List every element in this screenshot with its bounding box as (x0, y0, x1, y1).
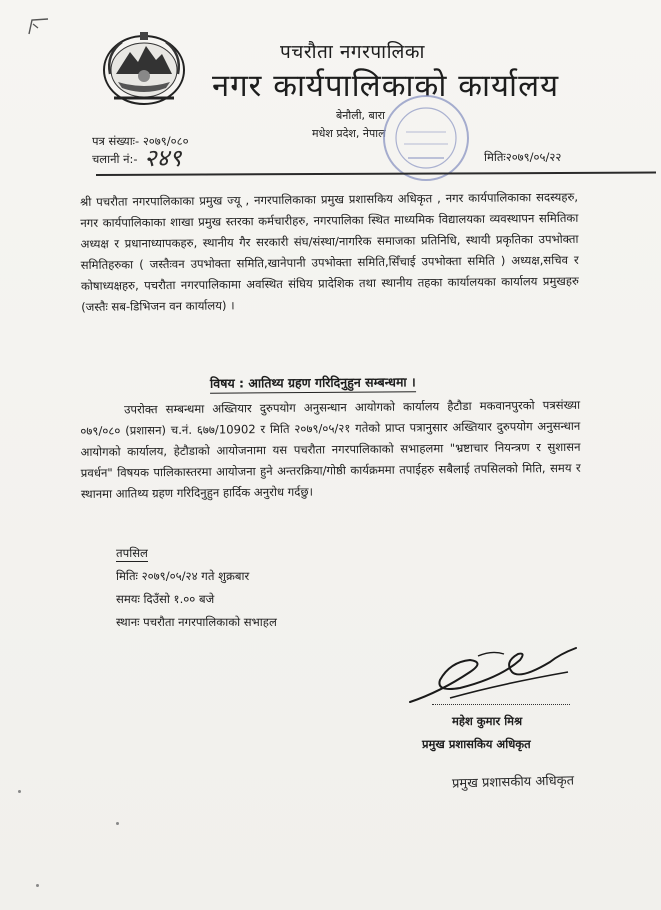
signatory-title: प्रमुख प्रशासकिय अधिकृत (422, 737, 531, 751)
signatory-name: महेश कुमार मिश्र (452, 714, 523, 728)
handwritten-signature-icon (400, 632, 590, 712)
reference-number: पत्र संख्याः- २०७९/०८० (92, 134, 189, 148)
dispatch-label: चलानी नं:- (92, 152, 138, 166)
designation-stamp: प्रमुख प्रशासकीय अधिकृत (451, 773, 575, 792)
address-line-2: मधेश प्रदेश, नेपाल (312, 127, 386, 140)
paper-speck (116, 822, 119, 825)
recipients-paragraph: श्री पचरौता नगरपालिकाका प्रमुख ज्यू , नगरपालिकाका प्रमुख प्रशासकिय अधिकृत , नगर कार्यपालिकाका सदस्यहरु, नगर कार्यपालिकाका शाखा प्रमुख स्तरका कर्मचारीहरु, नगरपालिका स्थित माध्यमिक विद्यालयका व्यवस्थापन समितिका अध्यक्ष र प्रधानाध्यापकहरु, स्थानीय गैर सरकारी संघ/संस्था/नागरिक समाजका प्रतिनिधि, स्थायी प्रकृतिका उपभोक्ता समितिहरुका ( जस्तैःवन उपभोक्ता समिति,खानेपानी उपभोक्ता समिति,सिँचाई उपभोक्ता समिति ) अध्यक्ष,सचिव र कोषाध्यक्षहरु, पचरौता नगरपालिकामा अवस्थित संघिय प्रादेशिक तथा स्थानीय तहका कार्यालयका कार्यालय प्रमुखहरु (जस्तैः सब-डिभिजन वन कार्यालय) । (80, 189, 580, 314)
dispatch-number: २४९ (144, 144, 182, 172)
paper-speck (36, 884, 39, 887)
body-paragraph: उपरोक्त सम्बन्धमा अख्तियार दुरुपयोग अनुसन्धान आयोगको कार्यालय हैटौडा मकवानपुरको पत्रसंख्या ०७९/०८० (प्रशासन) च.नं. ६७७/10902 र मिति २०७९/०५/२१ गतेको प्राप्त पत्रानुसार अख्तियार दुरुपयोग अनुसन्धान आयोगको कार्यालय, हेटौडाको आयोजनामा यस पचरौता नगरपालिकाको सभाहलमा "भ्रष्टाचार नियन्त्रण र सुशासन प्रवर्धन" विषयक पालिकास्तरमा आयोजना हुने अन्तरक्रिया/गोष्ठी कार्यक्रममा तपाईहरु सबैलाई तपसिलको मिति, समय र स्थानमा आतिथ्य ग्रहण गरिदिनुहुन हार्दिक अनुरोध गर्दछु। (80, 397, 581, 501)
paper-speck (18, 790, 21, 793)
subject-line: विषय : आतिथ्य ग्रहण गरिदिनुहुन सम्बन्धमा । (210, 373, 416, 393)
corner-mark-icon (26, 16, 52, 38)
letter-date: मितिः२०७९/०५/२२ (484, 150, 562, 164)
schedule-title: तपसिल (116, 546, 148, 560)
schedule-date: मितिः २०७९/०५/२४ गते शुक्रबार (116, 569, 250, 583)
schedule-time: समयः दिउँसो १.०० बजे (116, 592, 215, 606)
schedule-place: स्थानः पचरौता नगरपालिकाको सभाहल (116, 615, 277, 629)
address-line-1: बेनौली, बारा (336, 109, 386, 122)
signature-line (432, 704, 570, 705)
nepal-emblem-icon (100, 30, 188, 108)
municipality-name: पचरौता नगरपालिका (280, 41, 425, 63)
office-title: नगर कार्यपालिकाको कार्यालय (212, 68, 560, 104)
office-stamp-icon (378, 92, 474, 184)
